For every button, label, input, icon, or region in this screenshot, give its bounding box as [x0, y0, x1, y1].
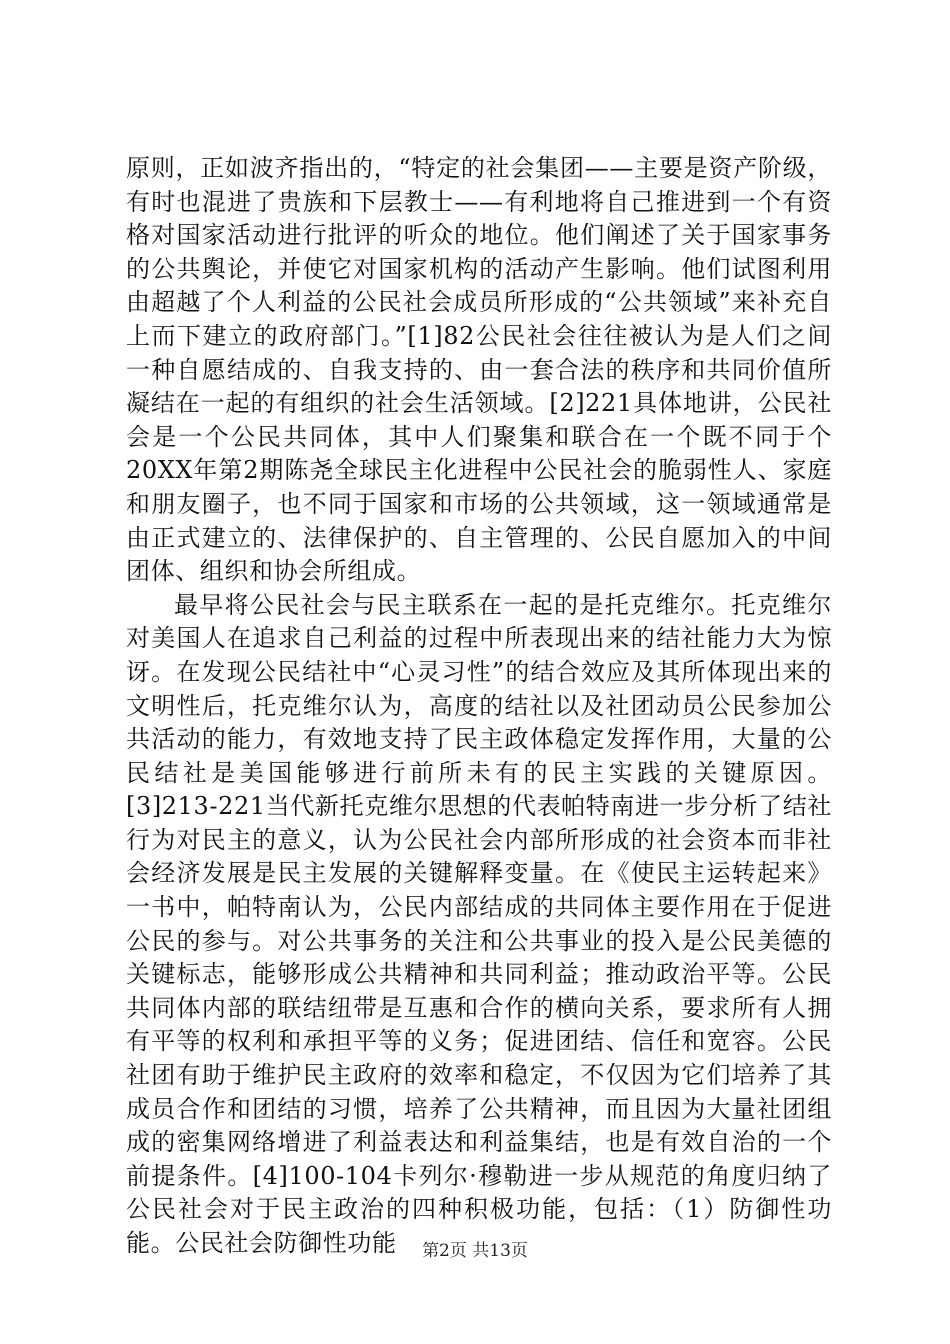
paragraph-2: 最早将公民社会与民主联系在一起的是托克维尔。托克维尔对美国人在追求自己利益的过程中所表现出来的结社能力大为惊讶。在发现公民结社中“心灵习性”的结合效应及其所体现出来的文明性后，托克维尔认为，高度的结社以及社团动员公民参加公共活动的能力，有效地支持了民主政体稳定发挥作用，大量的公民结社是美国能够进行前所未有的民主实践的关键原因。[3]213-221当代新托克维尔思想的代表帕特南进一步分析了结社行为对民主的意义，认为公民社会内部所形成的社会资本而非社会经济发展是民主发展的关键解释变量。在《使民主运转起来》一书中，帕特南认为，公民内部结成的共同体主要作用在于促进公民的参与。对公共事务的关注和公共事业的投入是公民美德的关键标志，能够形成公共精神和共同利益；推动政治平等。公民共同体内部的联结纽带是互惠和合作的横向关系，要求所有人拥有平等的权利和承担平等的义务；促进团结、信任和宽容。公民社团有助于维护民主政府的效率和稳定，不仅因为它们培养了其成员合作和团结的习惯，培养了公共精神，而且因为大量社团组成的密集网络增进了利益表达和利益集结，也是有效自治的一个前提条件。[4]100-104卡列尔·穆勒进一步从规范的角度归纳了公民社会对于民主政治的四种积极功能，包括：（1）防御性功能。公民社会防御性功能	[126, 590, 832, 1257]
page-number-footer: 第2页 共13页	[422, 1241, 528, 1261]
body-text	[126, 152, 832, 1261]
paragraph-1: 原则，正如波齐指出的，“特定的社会集团——主要是资产阶级，有时也混进了贵族和下层教士——有利地将自己推进到一个有资格对国家活动进行批评的听众的地位。他们阐述了关于国家事务的公共舆论，并使它对国家机构的活动产生影响。他们试图利用由超越了个人利益的公民社会成员所形成的“公共领域”来补充自上而下建立的政府部门。”[1]82公民社会往往被认为是人们之间一种自愿结成的、自我支持的、由一套合法的秩序和共同价值所凝结在一起的有组织的社会生活领域。[2]221具体地讲，公民社会是一个公民共同体，其中人们聚集和联合在一个既不同于个20XX年第2期陈尧全球民主化进程中公民社会的脆弱性人、家庭和朋友圈子，也不同于国家和市场的公共领域，这一领域通常是由正式建立的、法律保护的、自主管理的、公民自愿加入的中间团体、组织和协会所组成。	[126, 154, 832, 586]
